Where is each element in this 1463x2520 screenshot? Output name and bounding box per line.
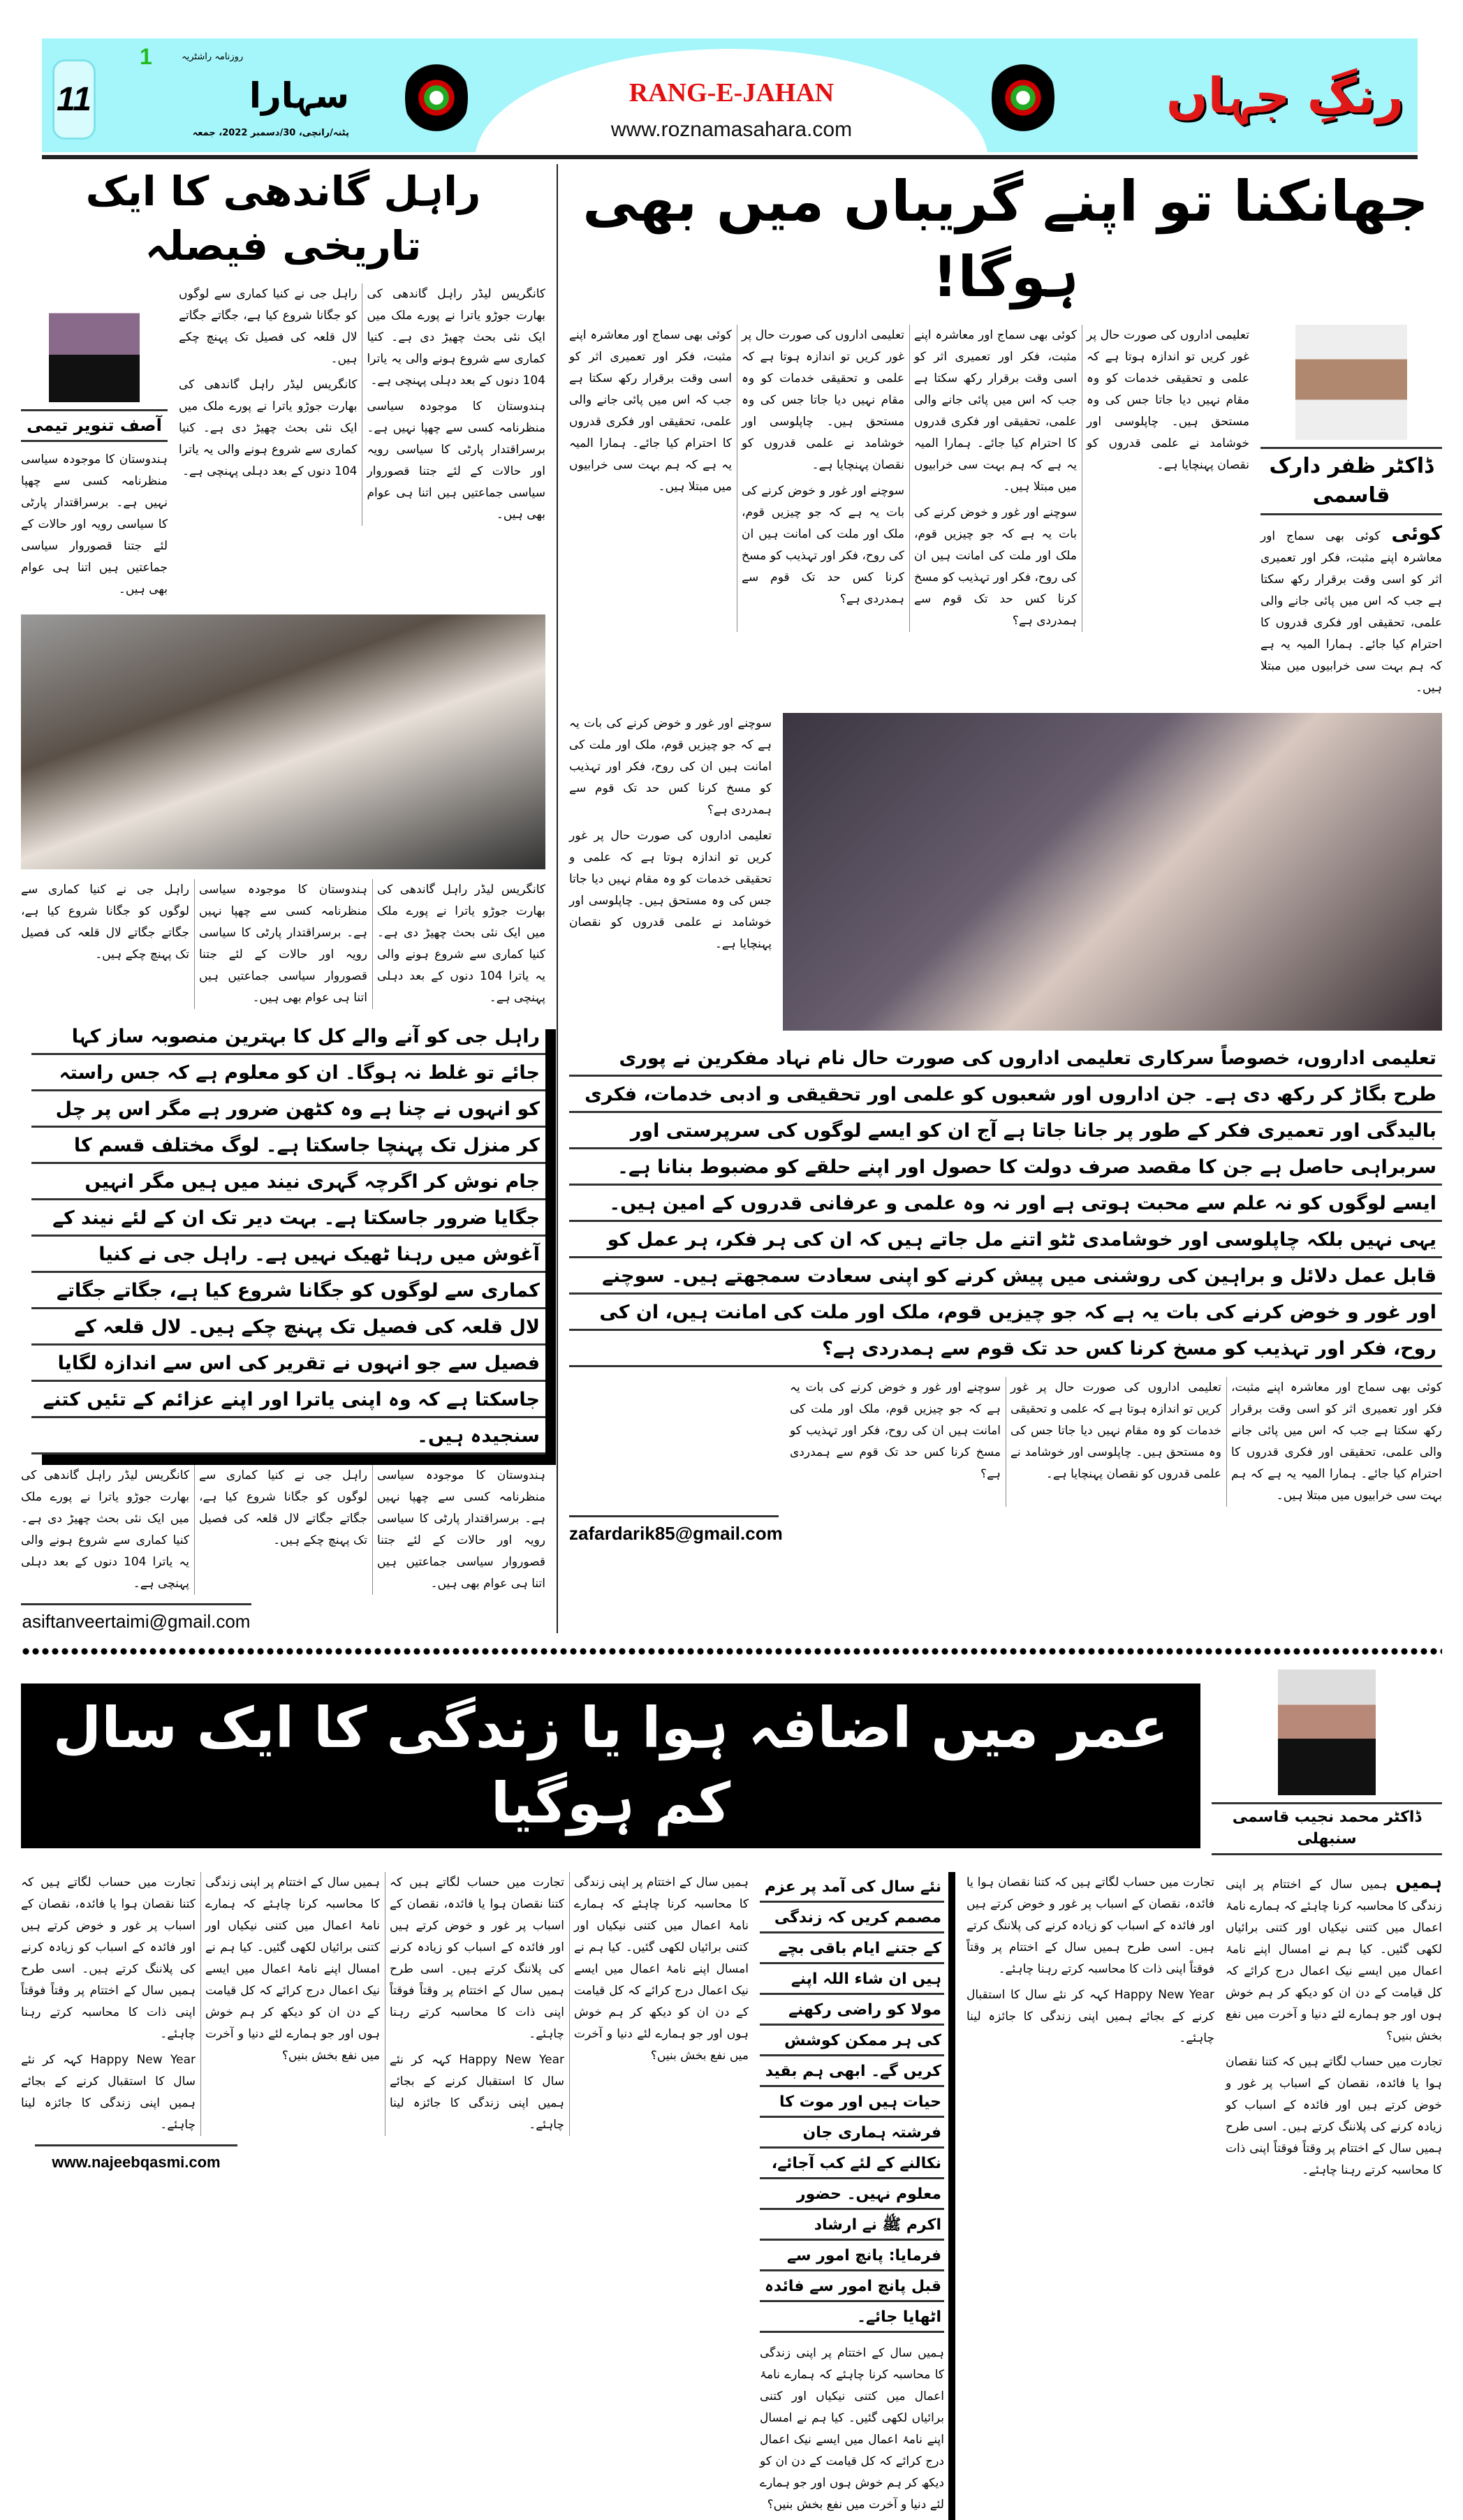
article-headline: جھانکنا تو اپنے گریباں میں بھی ہوگا! — [582, 169, 1429, 309]
article-body-wrap — [21, 1872, 749, 2174]
paragraph: ہندوستان کا موجودہ سیاسی منظرنامہ کسی سے چھپا نہیں ہے۔ برسراقتدار پارٹی کا سیاسی رویہ اور حالات کے لئے جتنا قصوروار سیاسی جماعتیں ہیں اتنا ہی عوام بھی ہیں۔ — [377, 1468, 545, 1591]
classroom-photo — [783, 713, 1442, 1031]
author-block — [1212, 1670, 1442, 1862]
paragraph: تجارت میں حساب لگاتے ہیں کہ کتنا نقصان ہوا یا فائدہ، نقصان کے اسباب پر غور و خوض کرتے ہیں اور فائدہ کے اسباب کو زیادہ کرنے کی پلاننگ کرتے ہیں۔ اسی طرح ہمیں سال کے اختتام پر وقتاً فوقتاً اپنی ذات کا محاسبہ کرتے رہنا چاہئے۔ — [966, 1875, 1214, 1976]
author-byline: ڈاکٹر محمد نجیب قاسمی سنبھلی — [1212, 1802, 1442, 1855]
article-body — [21, 449, 168, 600]
paragraph: تجارت میں حساب لگاتے ہیں کہ کتنا نقصان ہوا یا فائدہ، نقصان کے اسباب پر غور و خوض کرتے ہیں اور فائدہ کے اسباب کو زیادہ کرنے کی پلاننگ کرتے ہیں۔ اسی طرح ہمیں سال کے اختتام پر وقتاً فوقتاً اپنی ذات کا محاسبہ کرتے رہنا چاہئے۔ — [21, 1875, 196, 2041]
paragraph: تعلیمی اداروں کی صورت حال پر غور کریں تو اندازہ ہوتا ہے کہ علمی و تحقیقی خدمات کو وہ مقام نہیں دیا جاتا جس کی وہ مستحق ہیں۔ چاپلوسی اور خوشامد نے علمی قدروں کو نقصان پہنچایا ہے۔ — [1010, 1380, 1221, 1481]
paragraph: تعلیمی اداروں کی صورت حال پر غور کریں تو اندازہ ہوتا ہے کہ علمی و تحقیقی خدمات کو وہ مقام نہیں دیا جاتا جس کی وہ مستحق ہیں۔ چاپلوسی اور خوشامد نے علمی قدروں کو نقصان پہنچایا ہے۔ — [1087, 328, 1249, 472]
quote-shadow — [31, 1019, 545, 1454]
author-email[interactable]: asiftanveertaimi@gmail.com — [21, 1603, 251, 1633]
author-photo — [1278, 1670, 1376, 1795]
divider — [42, 155, 1418, 159]
paragraph: راہل جی نے کنیا کماری سے لوگوں کو جگانا شروع کیا ہے، جگاتے جگاتے لال قلعہ کی فصیل تک پہنچ چکے ہیں۔ — [179, 286, 358, 366]
pull-quote: نئے سال کی آمد پر عزم مصمم کریں کہ زندگی کے جتنے ایام باقی بچے ہیں ان شاء اللہ اپنے مولا کو راضی رکھنے کی ہر ممکن کوشش کریں گے۔ ابھی ہم بقید حیات ہیں اور موت کا فرشتہ ہماری جان نکالنے کے لئے کب آجائے، معلوم نہیں۔ حضور اکرم ﷺ نے ارشاد فرمایا: پانچ امور سے قبل پانچ امور سے فائدہ اٹھایا جائے۔ — [760, 1872, 944, 2333]
article-headline: راہل گاندھی کا ایک تاریخی فیصلہ — [85, 168, 481, 270]
website-link[interactable]: www.roznamasahara.com — [610, 118, 853, 141]
article-body — [1260, 522, 1442, 699]
article-body — [21, 1872, 749, 2136]
paragraph: سوچنے اور غور و خوض کرنے کی بات یہ ہے کہ جو چیزیں قوم، ملک اور ملت کی امانت ہیں ان کی روح، فکر اور تہذیب کو مسخ کرنا کس حد تک قوم سے ہمدردی ہے؟ — [790, 1380, 1001, 1481]
article-3 — [21, 1670, 1442, 2520]
paragraph: کانگریس لیڈر راہل گاندھی کی بھارت جوڑو یاترا نے پورے ملک میں ایک نئی بحث چھیڑ دی ہے۔ کنیا کماری سے شروع ہونے والی یہ یاترا 104 دنوں کے بعد دہلی پہنچی ہے۔ — [179, 377, 358, 478]
article-top-section — [21, 283, 545, 605]
page-content — [21, 164, 1442, 2520]
paragraph: سوچنے اور غور و خوض کرنے کی بات یہ ہے کہ جو چیزیں قوم، ملک اور ملت کی امانت ہیں ان کی روح، فکر اور تہذیب کو مسخ کرنا کس حد تک قوم سے ہمدردی ہے؟ — [742, 484, 904, 606]
anniversary-badge: 1 — [140, 44, 152, 69]
paragraph: کوئی بھی سماج اور معاشرہ اپنے مثبت، فکر اور تعمیری اثر کو اسی وقت برقرار رکھ سکتا ہے جب کہ اس میں پائی جانے والی علمی، تحقیقی اور فکری قدروں کا احترام کیا جائے۔ ہمارا المیہ یہ ہے کہ ہم بہت سی خرابیوں میں مبتلا ہیں۔ — [914, 328, 1077, 494]
paragraph: تجارت میں حساب لگاتے ہیں کہ کتنا نقصان ہوا یا فائدہ، نقصان کے اسباب پر غور و خوض کرتے ہیں اور فائدہ کے اسباب کو زیادہ کرنے کی پلاننگ کرتے ہیں۔ اسی طرح ہمیں سال کے اختتام پر وقتاً فوقتاً اپنی ذات کا محاسبہ کرتے رہنا چاہئے۔ — [390, 1875, 564, 2041]
section-title: RANG-E-JAHAN — [628, 78, 835, 108]
author-block — [21, 283, 168, 605]
column-divider — [557, 164, 558, 1633]
article-photo-section — [569, 713, 1442, 1031]
paragraph: Happy New Year کہہ کر نئے سال کا استقبال کرنے کے بجائے ہمیں اپنی زندگی کا جائزہ لینا چاہئے۔ — [21, 2052, 196, 2132]
paragraph: راہل جی نے کنیا کماری سے لوگوں کو جگانا شروع کیا ہے، جگاتے جگاتے لال قلعہ کی فصیل تک پہنچ چکے ہیں۔ — [199, 1468, 367, 1548]
paragraph: ہمیں سال کے اختتام پر اپنی زندگی کا محاسبہ کرنا چاہئے کہ ہمارے نامۂ اعمال میں کتنی نیکیاں اور کتنی برائیاں لکھی گئیں۔ کیا ہم نے امسال اپنے نامۂ اعمال میں ایسے نیک اعمال درج کرائے کہ کل قیامت کے دن ان کو دیکھ کر ہم خوش ہوں اور جو ہمارے لئے دنیا و آخرت میں نفع بخش بنیں؟ — [760, 2345, 944, 2512]
paragraph: راہل جی نے کنیا کماری سے لوگوں کو جگانا شروع کیا ہے، جگاتے جگاتے لال قلعہ کی فصیل تک پہنچ چکے ہیں۔ — [21, 883, 189, 962]
article-2 — [21, 164, 545, 1633]
article-headline: عمر میں اضافہ ہوا یا زندگی کا ایک سال کم ہوگیا — [21, 1683, 1200, 1848]
lead-word: کوئی — [1391, 522, 1442, 545]
paragraph: تعلیمی اداروں کی صورت حال پر غور کریں تو اندازہ ہوتا ہے کہ علمی و تحقیقی خدمات کو وہ مقام نہیں دیا جاتا جس کی وہ مستحق ہیں۔ چاپلوسی اور خوشامد نے علمی قدروں کو نقصان پہنچایا ہے۔ — [742, 328, 904, 472]
quote-bar — [948, 1872, 955, 2520]
pull-quote: تعلیمی اداروں، خصوصاً سرکاری تعلیمی اداروں کی صورت حال نام نہاد مفکرین نے پوری طرح بگاڑ کر رکھ دی ہے۔ جن اداروں اور شعبوں کو علمی اور تحقیقی و ادبی خدمات، فکری بالیدگی اور تعمیری فکر کے طور پر جانا جاتا ہے آج ان کو ایسے لوگوں کی سرپرستی اور سربراہی حاصل ہے جن کا مقصد صرف دولت کا حصول اور اپنے حلقے کو مضبوط بنانا ہے۔ ایسے لوگوں کو نہ علم سے محبت ہوتی ہے اور نہ وہ علمی و عرفانی قدروں کے امین ہیں۔ یہی نہیں بلکہ چاپلوسی اور خوشامدی ٹٹو اتنے مل جاتے ہیں کہ ان کی ہر فکر، ہر عمل کو قابل عمل دلائل و براہین کی روشنی میں پیش کرنے کو اپنی سعادت سمجھتے ہیں۔ سوچنے اور غور و خوض کرنے کی بات یہ ہے کہ جو چیزیں قوم، ملک اور ملت کی امانت ہیں، ان کی روح، فکر اور تہذیب کو مسخ کرنا کس حد تک قوم سے ہمدردی ہے؟ — [569, 1040, 1442, 1367]
edition-date: پٹنہ/رانچی، 30/دسمبر 2022، جمعہ — [192, 128, 349, 138]
paragraph: Happy New Year کہہ کر نئے سال کا استقبال کرنے کے بجائے ہمیں اپنی زندگی کا جائزہ لینا چاہئے۔ — [966, 1987, 1214, 2045]
section-logo: رنگِ جہاں — [1166, 67, 1404, 124]
masthead — [42, 38, 1418, 152]
paragraph: کانگریس لیڈر راہل گاندھی کی بھارت جوڑو یاترا نے پورے ملک میں ایک نئی بحث چھیڑ دی ہے۔ کنیا کماری سے شروع ہونے والی یہ یاترا 104 دنوں کے بعد دہلی پہنچی ہے۔ — [377, 883, 545, 1005]
author-website[interactable]: www.najeebqasmi.com — [35, 2144, 237, 2174]
author-byline: ڈاکٹر ظفر دارک قاسمی — [1260, 447, 1442, 515]
paragraph: ہندوستان کا موجودہ سیاسی منظرنامہ کسی سے چھپا نہیں ہے۔ برسراقتدار پارٹی کا سیاسی رویہ اور حالات کے لئے جتنا قصوروار سیاسی جماعتیں ہیں اتنا ہی عوام بھی ہیں۔ — [21, 452, 168, 597]
paragraph: ہندوستان کا موجودہ سیاسی منظرنامہ کسی سے چھپا نہیں ہے۔ برسراقتدار پارٹی کا سیاسی رویہ اور حالات کے لئے جتنا قصوروار سیاسی جماعتیں ہیں اتنا ہی عوام بھی ہیں۔ — [367, 399, 545, 522]
paragraph: کوئی بھی سماج اور معاشرہ اپنے مثبت، فکر اور تعمیری اثر کو اسی وقت برقرار رکھ سکتا ہے جب کہ اس میں پائی جانے والی علمی، تحقیقی اور فکری قدروں کا احترام کیا جائے۔ ہمارا المیہ یہ ہے کہ ہم بہت سی خرابیوں میں مبتلا ہیں۔ — [1260, 529, 1442, 695]
article-body — [21, 879, 545, 1009]
author-photo — [1295, 325, 1407, 440]
rally-photo — [21, 614, 545, 869]
paragraph: ہمیں سال کے اختتام پر اپنی زندگی کا محاسبہ کرنا چاہئے کہ ہمارے نامۂ اعمال میں کتنی نیکیاں اور کتنی برائیاں لکھی گئیں۔ کیا ہم نے امسال اپنے نامۂ اعمال میں ایسے نیک اعمال درج کرائے کہ کل قیامت کے دن ان کو دیکھ کر ہم خوش ہوں اور جو ہمارے لئے دنیا و آخرت میں نفع بخش بنیں؟ — [1226, 1877, 1442, 2043]
lead-word: ہمیں — [1395, 1871, 1442, 1893]
paragraph: Happy New Year کہہ کر نئے سال کا استقبال کرنے کے بجائے ہمیں اپنی زندگی کا جائزہ لینا چاہئے۔ — [390, 2052, 564, 2132]
article-body — [21, 1465, 545, 1595]
sunflower-emblem-icon — [992, 52, 1054, 143]
paragraph: ہمیں سال کے اختتام پر اپنی زندگی کا محاسبہ کرنا چاہئے کہ ہمارے نامۂ اعمال میں کتنی نیکیاں اور کتنی برائیاں لکھی گئیں۔ کیا ہم نے امسال اپنے نامۂ اعمال میں ایسے نیک اعمال درج کرائے کہ کل قیامت کے دن ان کو دیکھ کر ہم خوش ہوں اور جو ہمارے لئے دنیا و آخرت میں نفع بخش بنیں؟ — [574, 1875, 749, 2063]
page-number: 11 — [52, 59, 96, 140]
author-byline: آصف تنویر تیمی — [21, 409, 168, 443]
newspaper-logo — [140, 44, 363, 149]
sunflower-emblem-icon — [405, 52, 468, 143]
masthead-arch — [475, 49, 988, 161]
paragraph: تجارت میں حساب لگاتے ہیں کہ کتنا نقصان ہوا یا فائدہ، نقصان کے اسباب پر غور و خوض کرتے ہیں اور فائدہ کے اسباب کو زیادہ کرنے کی پلاننگ کرتے ہیں۔ اسی طرح ہمیں سال کے اختتام پر وقتاً فوقتاً اپنی ذات کا محاسبہ کرتے رہنا چاہئے۔ — [1226, 2054, 1442, 2177]
paper-tagline: روزنامہ راشٹریہ — [182, 52, 244, 62]
article-body — [569, 713, 772, 959]
paragraph: تعلیمی اداروں کی صورت حال پر غور کریں تو اندازہ ہوتا ہے کہ علمی و تحقیقی خدمات کو وہ مقام نہیں دیا جاتا جس کی وہ مستحق ہیں۔ چاپلوسی اور خوشامد نے علمی قدروں کو نقصان پہنچایا ہے۔ — [569, 829, 772, 951]
article-body-section — [21, 1872, 1442, 2520]
article-header — [21, 1670, 1442, 1862]
paper-name: سہارا — [249, 75, 349, 116]
article-body — [569, 1377, 1442, 1507]
paragraph: کانگریس لیڈر راہل گاندھی کی بھارت جوڑو یاترا نے پورے ملک میں ایک نئی بحث چھیڑ دی ہے۔ کنیا کماری سے شروع ہونے والی یہ یاترا 104 دنوں کے بعد دہلی پہنچی ہے۔ — [367, 286, 545, 388]
paragraph: سوچنے اور غور و خوض کرنے کی بات یہ ہے کہ جو چیزیں قوم، ملک اور ملت کی امانت ہیں ان کی روح، فکر اور تہذیب کو مسخ کرنا کس حد تک قوم سے ہمدردی ہے؟ — [569, 716, 772, 817]
dotted-separator — [21, 1647, 1442, 1656]
pull-quote: راہل جی کو آنے والے کل کا بہترین منصوبہ ساز کہا جائے تو غلط نہ ہوگا۔ ان کو معلوم ہے کہ جس راستہ کو انہوں نے چنا ہے وہ کٹھن ضرور ہے مگر اس پر چل کر منزل تک پہنچا جاسکتا ہے۔ لوگ مختلف قسم کا جام نوش کر اگرچہ گہری نیند میں ہیں مگر انہیں جگایا ضرور جاسکتا ہے۔ بہت دیر تک ان کے لئے نیند کے آغوش میں رہنا ٹھیک نہیں ہے۔ راہل جی نے کنیا کماری سے لوگوں کو جگانا شروع کیا ہے، جگاتے جگاتے لال قلعہ کی فصیل تک پہنچ چکے ہیں۔ لال قلعہ کے فصیل سے جو انہوں نے تقریر کی اس سے اندازہ لگایا جاسکتا ہے کہ وہ اپنی یاترا اور اپنے عزائم کے تئیں کتنے سنجیدہ ہیں۔ — [31, 1019, 545, 1454]
paragraph: کوئی بھی سماج اور معاشرہ اپنے مثبت، فکر اور تعمیری اثر کو اسی وقت برقرار رکھ سکتا ہے جب کہ اس میں پائی جانے والی علمی، تحقیقی اور فکری قدروں کا احترام کیا جائے۔ ہمارا المیہ یہ ہے کہ ہم بہت سی خرابیوں میں مبتلا ہیں۔ — [1231, 1380, 1442, 1503]
paragraph: سوچنے اور غور و خوض کرنے کی بات یہ ہے کہ جو چیزیں قوم، ملک اور ملت کی امانت ہیں ان کی روح، فکر اور تہذیب کو مسخ کرنا کس حد تک قوم سے ہمدردی ہے؟ — [914, 506, 1077, 628]
article-body — [966, 1872, 1214, 2054]
quote-column — [760, 1872, 944, 2520]
author-photo — [49, 283, 140, 402]
author-block — [1260, 325, 1442, 703]
article-body — [1226, 1872, 1442, 2186]
article-body — [569, 325, 1249, 632]
author-email[interactable]: zafardarik85@gmail.com — [569, 1515, 779, 1545]
paragraph: کانگریس لیڈر راہل گاندھی کی بھارت جوڑو یاترا نے پورے ملک میں ایک نئی بحث چھیڑ دی ہے۔ کنیا کماری سے شروع ہونے والی یہ یاترا 104 دنوں کے بعد دہلی پہنچی ہے۔ — [21, 1468, 189, 1591]
quote-section — [760, 1872, 955, 2520]
article-top-section — [569, 325, 1442, 703]
paragraph: ہمیں سال کے اختتام پر اپنی زندگی کا محاسبہ کرنا چاہئے کہ ہمارے نامۂ اعمال میں کتنی نیکیاں اور کتنی برائیاں لکھی گئیں۔ کیا ہم نے امسال اپنے نامۂ اعمال میں ایسے نیک اعمال درج کرائے کہ کل قیامت کے دن ان کو دیکھ کر ہم خوش ہوں اور جو ہمارے لئے دنیا و آخرت میں نفع بخش بنیں؟ — [205, 1875, 380, 2063]
top-articles — [21, 164, 1442, 1633]
article-body — [179, 283, 545, 526]
paragraph: کوئی بھی سماج اور معاشرہ اپنے مثبت، فکر اور تعمیری اثر کو اسی وقت برقرار رکھ سکتا ہے جب کہ اس میں پائی جانے والی علمی، تحقیقی اور فکری قدروں کا احترام کیا جائے۔ ہمارا المیہ یہ ہے کہ ہم بہت سی خرابیوں میں مبتلا ہیں۔ — [569, 328, 732, 494]
article-body — [760, 2343, 944, 2516]
paragraph: ہندوستان کا موجودہ سیاسی منظرنامہ کسی سے چھپا نہیں ہے۔ برسراقتدار پارٹی کا سیاسی رویہ اور حالات کے لئے جتنا قصوروار سیاسی جماعتیں ہیں اتنا ہی عوام بھی ہیں۔ — [199, 883, 367, 1005]
article-1 — [569, 164, 1442, 1545]
